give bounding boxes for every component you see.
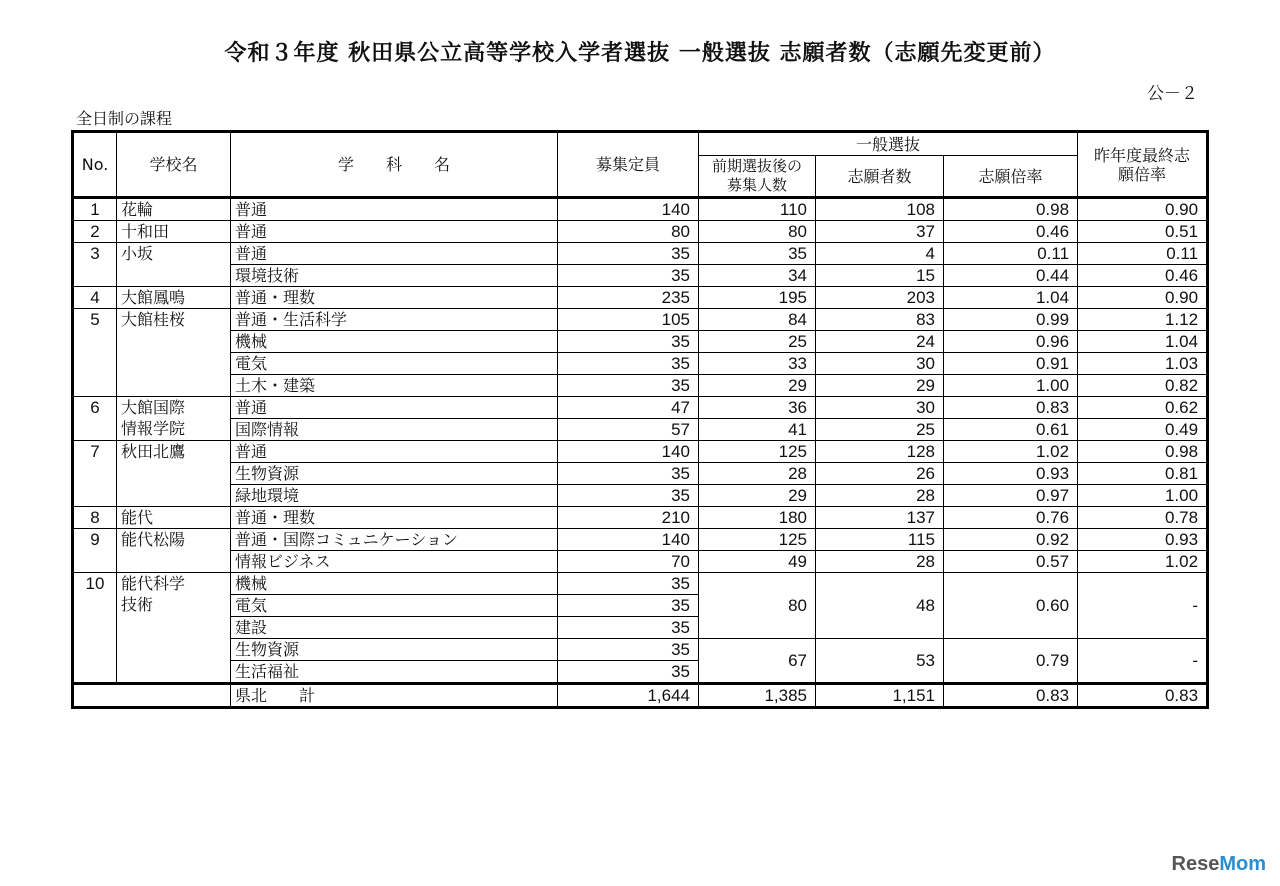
ratio: 0.57 (944, 551, 1078, 573)
applicants: 203 (816, 287, 944, 309)
applicants: 53 (816, 639, 944, 684)
table-row (73, 507, 1208, 529)
recruit: 84 (699, 309, 816, 331)
prev: 1.02 (1078, 551, 1208, 573)
school-name (117, 529, 231, 573)
school-name-line: 能代 (121, 508, 154, 527)
school-no: 1 (73, 198, 117, 221)
subject-name: 普通 (231, 441, 558, 463)
ratio: 0.98 (944, 198, 1078, 221)
prev: 0.46 (1078, 265, 1208, 287)
course-label: 全日制の課程 (76, 109, 173, 128)
school-name-line: 大館鳳鳴 (121, 288, 186, 307)
table-row (73, 353, 1208, 375)
school-name (117, 573, 231, 684)
prev: 0.81 (1078, 463, 1208, 485)
applicants: 28 (816, 485, 944, 507)
applicants: 15 (816, 265, 944, 287)
recruit: 67 (699, 639, 816, 684)
applicants: 137 (816, 507, 944, 529)
subject-name: 普通・理数 (231, 287, 558, 309)
ratio: 0.92 (944, 529, 1078, 551)
subject-name: 機械 (231, 573, 558, 595)
table-row (73, 243, 1208, 265)
subject-name: 国際情報 (231, 419, 558, 441)
capacity: 35 (558, 573, 699, 595)
subject-name: 土木・建築 (231, 375, 558, 397)
header-no: No. (73, 132, 117, 198)
school-no: 6 (73, 397, 117, 441)
ratio: 0.97 (944, 485, 1078, 507)
table-row (73, 309, 1208, 331)
total-capacity: 1,644 (558, 684, 699, 708)
subject-name: 普通 (231, 221, 558, 243)
school-name (117, 309, 231, 397)
school-name (117, 441, 231, 507)
recruit: 29 (699, 375, 816, 397)
school-no: 9 (73, 529, 117, 573)
prev: 0.11 (1078, 243, 1208, 265)
subject-name: 緑地環境 (231, 485, 558, 507)
table-row (73, 463, 1208, 485)
recruit: 180 (699, 507, 816, 529)
subject-name: 普通 (231, 243, 558, 265)
school-name (117, 287, 231, 309)
applicants-table (71, 130, 1209, 709)
ratio: 0.61 (944, 419, 1078, 441)
applicants: 25 (816, 419, 944, 441)
subject-name: 生物資源 (231, 639, 558, 661)
header-subject: 学 科 名 (231, 132, 558, 198)
school-name-line: 能代科学 (121, 574, 186, 593)
header-ratio: 志願倍率 (944, 156, 1078, 198)
capacity: 47 (558, 397, 699, 419)
table-row (73, 265, 1208, 287)
ratio: 0.91 (944, 353, 1078, 375)
capacity: 210 (558, 507, 699, 529)
total-label: 県北 計 (231, 684, 558, 708)
prev: 0.51 (1078, 221, 1208, 243)
header-general-selection: 一般選抜 (699, 132, 1078, 156)
prev: 0.62 (1078, 397, 1208, 419)
prev: 0.90 (1078, 198, 1208, 221)
total-ratio: 0.83 (944, 684, 1078, 708)
ratio: 0.46 (944, 221, 1078, 243)
school-no: 7 (73, 441, 117, 507)
prev: 0.78 (1078, 507, 1208, 529)
capacity: 35 (558, 375, 699, 397)
recruit: 34 (699, 265, 816, 287)
table-row (73, 573, 1208, 595)
table-row (73, 639, 1208, 661)
capacity: 35 (558, 265, 699, 287)
capacity: 140 (558, 441, 699, 463)
applicants: 24 (816, 331, 944, 353)
school-no: 8 (73, 507, 117, 529)
subject-name: 普通 (231, 397, 558, 419)
subject-name: 電気 (231, 353, 558, 375)
prev: - (1078, 573, 1208, 639)
school-name-line: 花輪 (121, 200, 154, 219)
school-name-line: 大館桂桜 (121, 310, 186, 329)
table-row (73, 441, 1208, 463)
table-row (73, 375, 1208, 397)
school-no: 2 (73, 221, 117, 243)
total-prev: 0.83 (1078, 684, 1208, 708)
header-school: 学校名 (117, 132, 231, 198)
school-name-line: 大館国際 (121, 398, 186, 417)
ratio: 0.93 (944, 463, 1078, 485)
subject-name: 電気 (231, 595, 558, 617)
total-row (73, 684, 1208, 708)
applicants: 48 (816, 573, 944, 639)
prev: 0.90 (1078, 287, 1208, 309)
ratio: 0.44 (944, 265, 1078, 287)
prev: 0.49 (1078, 419, 1208, 441)
subject-name: 普通・生活科学 (231, 309, 558, 331)
ratio: 0.60 (944, 573, 1078, 639)
school-name-line: 十和田 (121, 222, 170, 241)
applicants: 30 (816, 353, 944, 375)
applicants: 115 (816, 529, 944, 551)
header-applicants: 志願者数 (816, 156, 944, 198)
prev: 1.04 (1078, 331, 1208, 353)
school-no: 10 (73, 573, 117, 684)
school-name (117, 198, 231, 221)
table-row (73, 529, 1208, 551)
applicants: 37 (816, 221, 944, 243)
applicants: 30 (816, 397, 944, 419)
subject-name: 普通・国際コミュニケーション (231, 529, 558, 551)
school-name-line: 情報学院 (121, 419, 186, 438)
applicants: 26 (816, 463, 944, 485)
table-row (73, 287, 1208, 309)
capacity: 35 (558, 661, 699, 684)
prev: 1.00 (1078, 485, 1208, 507)
ratio: 0.83 (944, 397, 1078, 419)
capacity: 35 (558, 639, 699, 661)
school-name (117, 243, 231, 287)
header-prev-ratio: 昨年度最終志願倍率 (1078, 132, 1208, 198)
school-name-line: 能代松陽 (121, 530, 186, 549)
school-name-line: 秋田北鷹 (121, 442, 186, 461)
capacity: 35 (558, 485, 699, 507)
table-row (73, 198, 1208, 221)
prev: - (1078, 639, 1208, 684)
recruit: 35 (699, 243, 816, 265)
school-name (117, 397, 231, 441)
table-row (73, 331, 1208, 353)
prev: 0.93 (1078, 529, 1208, 551)
recruit: 29 (699, 485, 816, 507)
table-row (73, 397, 1208, 419)
subject-name: 情報ビジネス (231, 551, 558, 573)
table-row (73, 485, 1208, 507)
recruit: 28 (699, 463, 816, 485)
ratio: 1.02 (944, 441, 1078, 463)
ratio: 0.79 (944, 639, 1078, 684)
resemom-watermark-logo: ReseMom (1171, 853, 1266, 875)
capacity: 235 (558, 287, 699, 309)
recruit: 80 (699, 573, 816, 639)
prev: 0.98 (1078, 441, 1208, 463)
ratio: 1.00 (944, 375, 1078, 397)
header-recruit: 前期選抜後の募集人数 (699, 156, 816, 198)
recruit: 125 (699, 441, 816, 463)
subject-name: 生物資源 (231, 463, 558, 485)
applicants: 108 (816, 198, 944, 221)
school-no: 4 (73, 287, 117, 309)
total-applicants: 1,151 (816, 684, 944, 708)
capacity: 57 (558, 419, 699, 441)
ratio: 1.04 (944, 287, 1078, 309)
ratio: 0.76 (944, 507, 1078, 529)
subject-name: 生活福祉 (231, 661, 558, 684)
school-name-line: 小坂 (121, 244, 154, 263)
recruit: 195 (699, 287, 816, 309)
recruit: 110 (699, 198, 816, 221)
prev: 1.12 (1078, 309, 1208, 331)
recruit: 25 (699, 331, 816, 353)
capacity: 35 (558, 617, 699, 639)
capacity: 70 (558, 551, 699, 573)
applicants: 128 (816, 441, 944, 463)
applicants: 29 (816, 375, 944, 397)
school-name (117, 507, 231, 529)
capacity: 35 (558, 243, 699, 265)
recruit: 49 (699, 551, 816, 573)
capacity: 80 (558, 221, 699, 243)
school-no: 3 (73, 243, 117, 287)
school-no: 5 (73, 309, 117, 397)
ratio: 0.11 (944, 243, 1078, 265)
subject-name: 普通 (231, 198, 558, 221)
applicants: 28 (816, 551, 944, 573)
capacity: 140 (558, 198, 699, 221)
document-title: 令和３年度 秋田県公立高等学校入学者選抜 一般選抜 志願者数（志願先変更前） (224, 41, 1056, 66)
subject-name: 機械 (231, 331, 558, 353)
recruit: 36 (699, 397, 816, 419)
page-number: 公－２ (1147, 84, 1198, 104)
capacity: 105 (558, 309, 699, 331)
subject-name: 普通・理数 (231, 507, 558, 529)
recruit: 41 (699, 419, 816, 441)
subject-name: 建設 (231, 617, 558, 639)
school-name-line: 技術 (121, 595, 154, 614)
recruit: 125 (699, 529, 816, 551)
ratio: 0.96 (944, 331, 1078, 353)
table-row (73, 551, 1208, 573)
prev: 0.82 (1078, 375, 1208, 397)
capacity: 35 (558, 463, 699, 485)
total-blank (73, 684, 231, 708)
header-capacity: 募集定員 (558, 132, 699, 198)
recruit: 33 (699, 353, 816, 375)
applicants: 83 (816, 309, 944, 331)
applicants: 4 (816, 243, 944, 265)
table-row (73, 419, 1208, 441)
capacity: 35 (558, 331, 699, 353)
prev: 1.03 (1078, 353, 1208, 375)
capacity: 35 (558, 595, 699, 617)
capacity: 35 (558, 353, 699, 375)
capacity: 140 (558, 529, 699, 551)
recruit: 80 (699, 221, 816, 243)
school-name (117, 221, 231, 243)
table-row (73, 221, 1208, 243)
total-recruit: 1,385 (699, 684, 816, 708)
subject-name: 環境技術 (231, 265, 558, 287)
ratio: 0.99 (944, 309, 1078, 331)
